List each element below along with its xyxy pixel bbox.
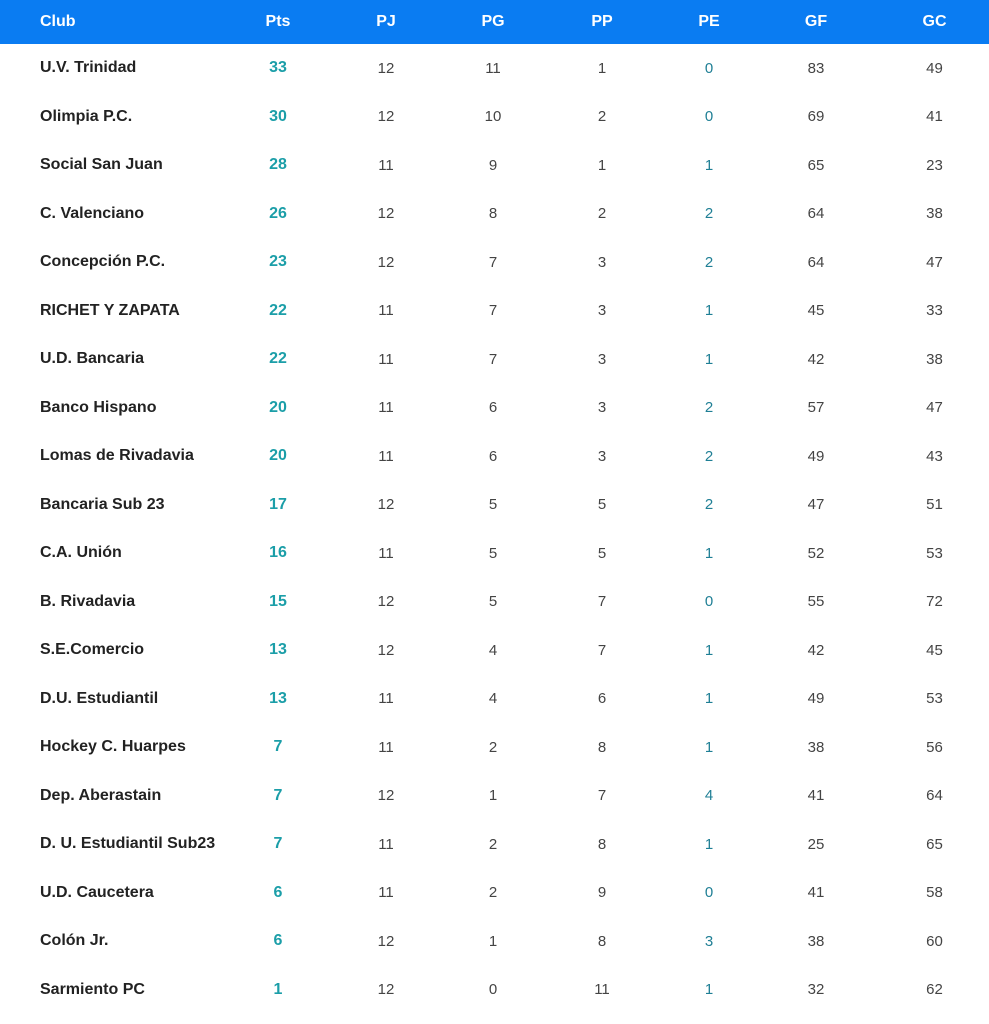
cell-gf: 64	[807, 205, 825, 223]
cell-pts: 15	[269, 592, 287, 610]
cell-gf: 41	[807, 884, 825, 902]
cell-pg: 4	[488, 690, 498, 708]
cell-gf: 41	[807, 787, 825, 805]
cell-pg: 10	[484, 108, 502, 126]
cell-pj: 12	[377, 641, 395, 659]
table-row	[0, 190, 989, 239]
cell-gf: 38	[807, 932, 825, 950]
cell-club: Sarmiento PC	[40, 980, 145, 998]
table-row	[0, 966, 989, 1015]
cell-pe: 4	[704, 787, 714, 805]
cell-pp: 3	[597, 302, 607, 320]
table-row	[0, 772, 989, 821]
cell-pp: 3	[597, 253, 607, 271]
cell-pg: 11	[485, 59, 501, 77]
cell-pts: 6	[273, 932, 283, 950]
cell-pp: 5	[597, 544, 607, 562]
cell-club: RICHET Y ZAPATA	[40, 301, 180, 319]
cell-pj: 11	[378, 690, 394, 708]
cell-pj: 11	[378, 738, 394, 756]
cell-gc: 38	[926, 205, 943, 223]
cell-pp: 2	[597, 108, 607, 126]
cell-gc: 65	[926, 835, 943, 853]
cell-club: Dep. Aberastain	[40, 786, 162, 804]
cell-pe: 1	[704, 835, 714, 853]
cell-club: U.D. Caucetera	[40, 883, 154, 901]
cell-pg: 6	[488, 447, 498, 465]
cell-pts: 23	[269, 253, 287, 271]
cell-pe: 3	[704, 932, 714, 950]
cell-gf: 47	[807, 496, 825, 514]
cell-gf: 42	[807, 641, 825, 659]
cell-pp: 1	[597, 156, 607, 174]
cell-gf: 45	[807, 302, 825, 320]
cell-club: Olimpia P.C.	[40, 107, 133, 125]
cell-club: Social San Juan	[40, 156, 163, 174]
cell-pts: 16	[269, 544, 287, 562]
header-gc[interactable]: GC	[922, 13, 947, 30]
table-header	[0, 0, 989, 44]
cell-gf: 25	[807, 835, 825, 853]
cell-pj: 11	[378, 302, 394, 320]
cell-pg: 7	[488, 302, 498, 320]
cell-gf: 83	[807, 59, 825, 77]
cell-pp: 11	[594, 981, 610, 999]
table-row	[0, 141, 989, 190]
cell-pe: 1	[704, 156, 714, 174]
cell-pj: 11	[378, 399, 394, 417]
cell-pj: 12	[377, 253, 395, 271]
cell-pp: 8	[597, 835, 607, 853]
cell-pts: 13	[269, 689, 287, 707]
cell-pe: 0	[704, 108, 714, 126]
cell-pj: 11	[378, 350, 394, 368]
cell-pts: 7	[273, 738, 283, 756]
cell-pe: 1	[704, 302, 714, 320]
cell-club: S.E.Comercio	[40, 641, 145, 659]
cell-pj: 11	[378, 544, 394, 562]
cell-pp: 7	[597, 787, 607, 805]
cell-gc: 23	[926, 156, 943, 174]
cell-pg: 6	[488, 399, 498, 417]
cell-gf: 57	[807, 399, 825, 417]
table-row	[0, 529, 989, 578]
header-pj[interactable]: PJ	[376, 13, 396, 30]
cell-gc: 33	[926, 302, 943, 320]
cell-gc: 47	[926, 253, 943, 271]
cell-pp: 2	[597, 205, 607, 223]
cell-pts: 20	[269, 398, 287, 416]
cell-gc: 45	[926, 641, 943, 659]
table-body	[0, 44, 989, 1014]
table-row	[0, 287, 989, 336]
header-pe[interactable]: PE	[698, 13, 720, 30]
table-row	[0, 481, 989, 530]
cell-pg: 5	[488, 496, 498, 514]
cell-pj: 11	[378, 156, 394, 174]
cell-gf: 52	[807, 544, 825, 562]
table-row	[0, 626, 989, 675]
cell-gf: 42	[807, 350, 825, 368]
cell-pp: 3	[597, 447, 607, 465]
cell-gf: 64	[807, 253, 825, 271]
cell-gc: 60	[926, 932, 943, 950]
cell-club: U.D. Bancaria	[40, 350, 145, 368]
cell-gf: 55	[807, 593, 825, 611]
cell-pp: 3	[597, 399, 607, 417]
cell-pj: 12	[377, 205, 395, 223]
cell-pe: 2	[704, 399, 714, 417]
cell-pj: 11	[378, 835, 394, 853]
cell-pg: 9	[488, 156, 498, 174]
cell-pp: 6	[597, 690, 607, 708]
cell-pg: 5	[488, 593, 498, 611]
cell-pts: 33	[269, 59, 287, 77]
header-pts[interactable]: Pts	[265, 13, 291, 30]
table-row	[0, 93, 989, 142]
cell-pp: 8	[597, 738, 607, 756]
cell-gf: 38	[807, 738, 825, 756]
cell-gf: 65	[807, 156, 825, 174]
cell-pg: 7	[488, 253, 498, 271]
cell-pp: 5	[597, 496, 607, 514]
table-row	[0, 384, 989, 433]
cell-gc: 47	[926, 399, 943, 417]
cell-gc: 41	[926, 108, 943, 126]
cell-club: Colón Jr.	[40, 932, 109, 950]
cell-pj: 12	[377, 496, 395, 514]
cell-club: Concepción P.C.	[40, 253, 166, 271]
cell-pj: 12	[377, 593, 395, 611]
cell-gc: 53	[926, 690, 943, 708]
cell-pe: 1	[704, 544, 714, 562]
cell-pts: 7	[273, 786, 283, 804]
cell-gc: 43	[926, 447, 943, 465]
header-pg[interactable]: PG	[481, 13, 505, 30]
cell-gc: 53	[926, 544, 943, 562]
cell-pg: 8	[488, 205, 498, 223]
table-row	[0, 335, 989, 384]
cell-pts: 1	[273, 980, 283, 998]
table-row	[0, 917, 989, 966]
cell-club: U.V. Trinidad	[40, 59, 137, 77]
cell-gf: 32	[807, 981, 825, 999]
cell-pts: 22	[269, 350, 287, 368]
cell-gc: 51	[926, 496, 943, 514]
cell-pe: 1	[704, 738, 714, 756]
cell-club: Lomas de Rivadavia	[40, 447, 194, 465]
table-row	[0, 432, 989, 481]
cell-pts: 6	[273, 883, 283, 901]
cell-gc: 49	[926, 59, 943, 77]
cell-pg: 0	[488, 981, 498, 999]
cell-pp: 1	[597, 59, 607, 77]
cell-pp: 8	[597, 932, 607, 950]
cell-pe: 2	[704, 205, 714, 223]
table-row	[0, 869, 989, 918]
cell-pj: 12	[377, 981, 395, 999]
header-pp[interactable]: PP	[591, 13, 613, 30]
cell-pe: 0	[704, 884, 714, 902]
cell-pts: 7	[273, 835, 283, 853]
cell-pj: 11	[378, 447, 394, 465]
cell-pts: 30	[269, 107, 287, 125]
cell-pts: 22	[269, 301, 287, 319]
cell-gc: 62	[926, 981, 943, 999]
cell-pts: 26	[269, 204, 287, 222]
table-row	[0, 820, 989, 869]
cell-gf: 49	[807, 690, 825, 708]
cell-club: D.U. Estudiantil	[40, 689, 159, 707]
header-row	[0, 0, 989, 44]
cell-gc: 38	[926, 350, 943, 368]
cell-pe: 2	[704, 447, 714, 465]
cell-pj: 12	[377, 108, 395, 126]
cell-pg: 4	[488, 641, 498, 659]
cell-pg: 2	[488, 884, 498, 902]
cell-club: D. U. Estudiantil Sub23	[40, 835, 216, 853]
header-gf[interactable]: GF	[804, 13, 828, 30]
cell-pj: 12	[377, 932, 395, 950]
cell-pg: 5	[488, 544, 498, 562]
table-row	[0, 578, 989, 627]
cell-pts: 13	[269, 641, 287, 659]
cell-pp: 3	[597, 350, 607, 368]
cell-pe: 2	[704, 496, 714, 514]
cell-gf: 49	[807, 447, 825, 465]
cell-gc: 56	[926, 738, 943, 756]
cell-pe: 1	[704, 981, 714, 999]
cell-gc: 72	[926, 593, 943, 611]
cell-gc: 64	[926, 787, 943, 805]
table-row	[0, 44, 989, 93]
cell-club: Banco Hispano	[40, 398, 157, 416]
cell-pg: 1	[488, 787, 498, 805]
cell-club: B. Rivadavia	[40, 592, 136, 610]
cell-pg: 1	[488, 932, 498, 950]
cell-pts: 28	[269, 156, 287, 174]
cell-pe: 1	[704, 690, 714, 708]
header-club[interactable]: Club	[40, 13, 76, 30]
cell-gf: 69	[807, 108, 825, 126]
cell-pe: 1	[704, 641, 714, 659]
cell-pe: 1	[704, 350, 714, 368]
cell-pp: 7	[597, 641, 607, 659]
cell-pj: 12	[377, 59, 395, 77]
cell-club: C.A. Unión	[40, 544, 122, 562]
cell-pe: 0	[704, 59, 714, 77]
table-row	[0, 675, 989, 724]
cell-gc: 58	[926, 884, 943, 902]
cell-pj: 12	[377, 787, 395, 805]
table-row	[0, 238, 989, 287]
cell-pe: 2	[704, 253, 714, 271]
cell-club: Hockey C. Huarpes	[40, 738, 186, 756]
cell-pj: 11	[378, 884, 394, 902]
cell-pe: 0	[704, 593, 714, 611]
cell-club: Bancaria Sub 23	[40, 495, 165, 513]
cell-pg: 2	[488, 738, 498, 756]
cell-pts: 17	[269, 495, 287, 513]
cell-pg: 2	[488, 835, 498, 853]
table-row	[0, 723, 989, 772]
cell-pts: 20	[269, 447, 287, 465]
cell-club: C. Valenciano	[40, 204, 145, 222]
cell-pg: 7	[488, 350, 498, 368]
cell-pp: 7	[597, 593, 607, 611]
cell-pp: 9	[597, 884, 607, 902]
